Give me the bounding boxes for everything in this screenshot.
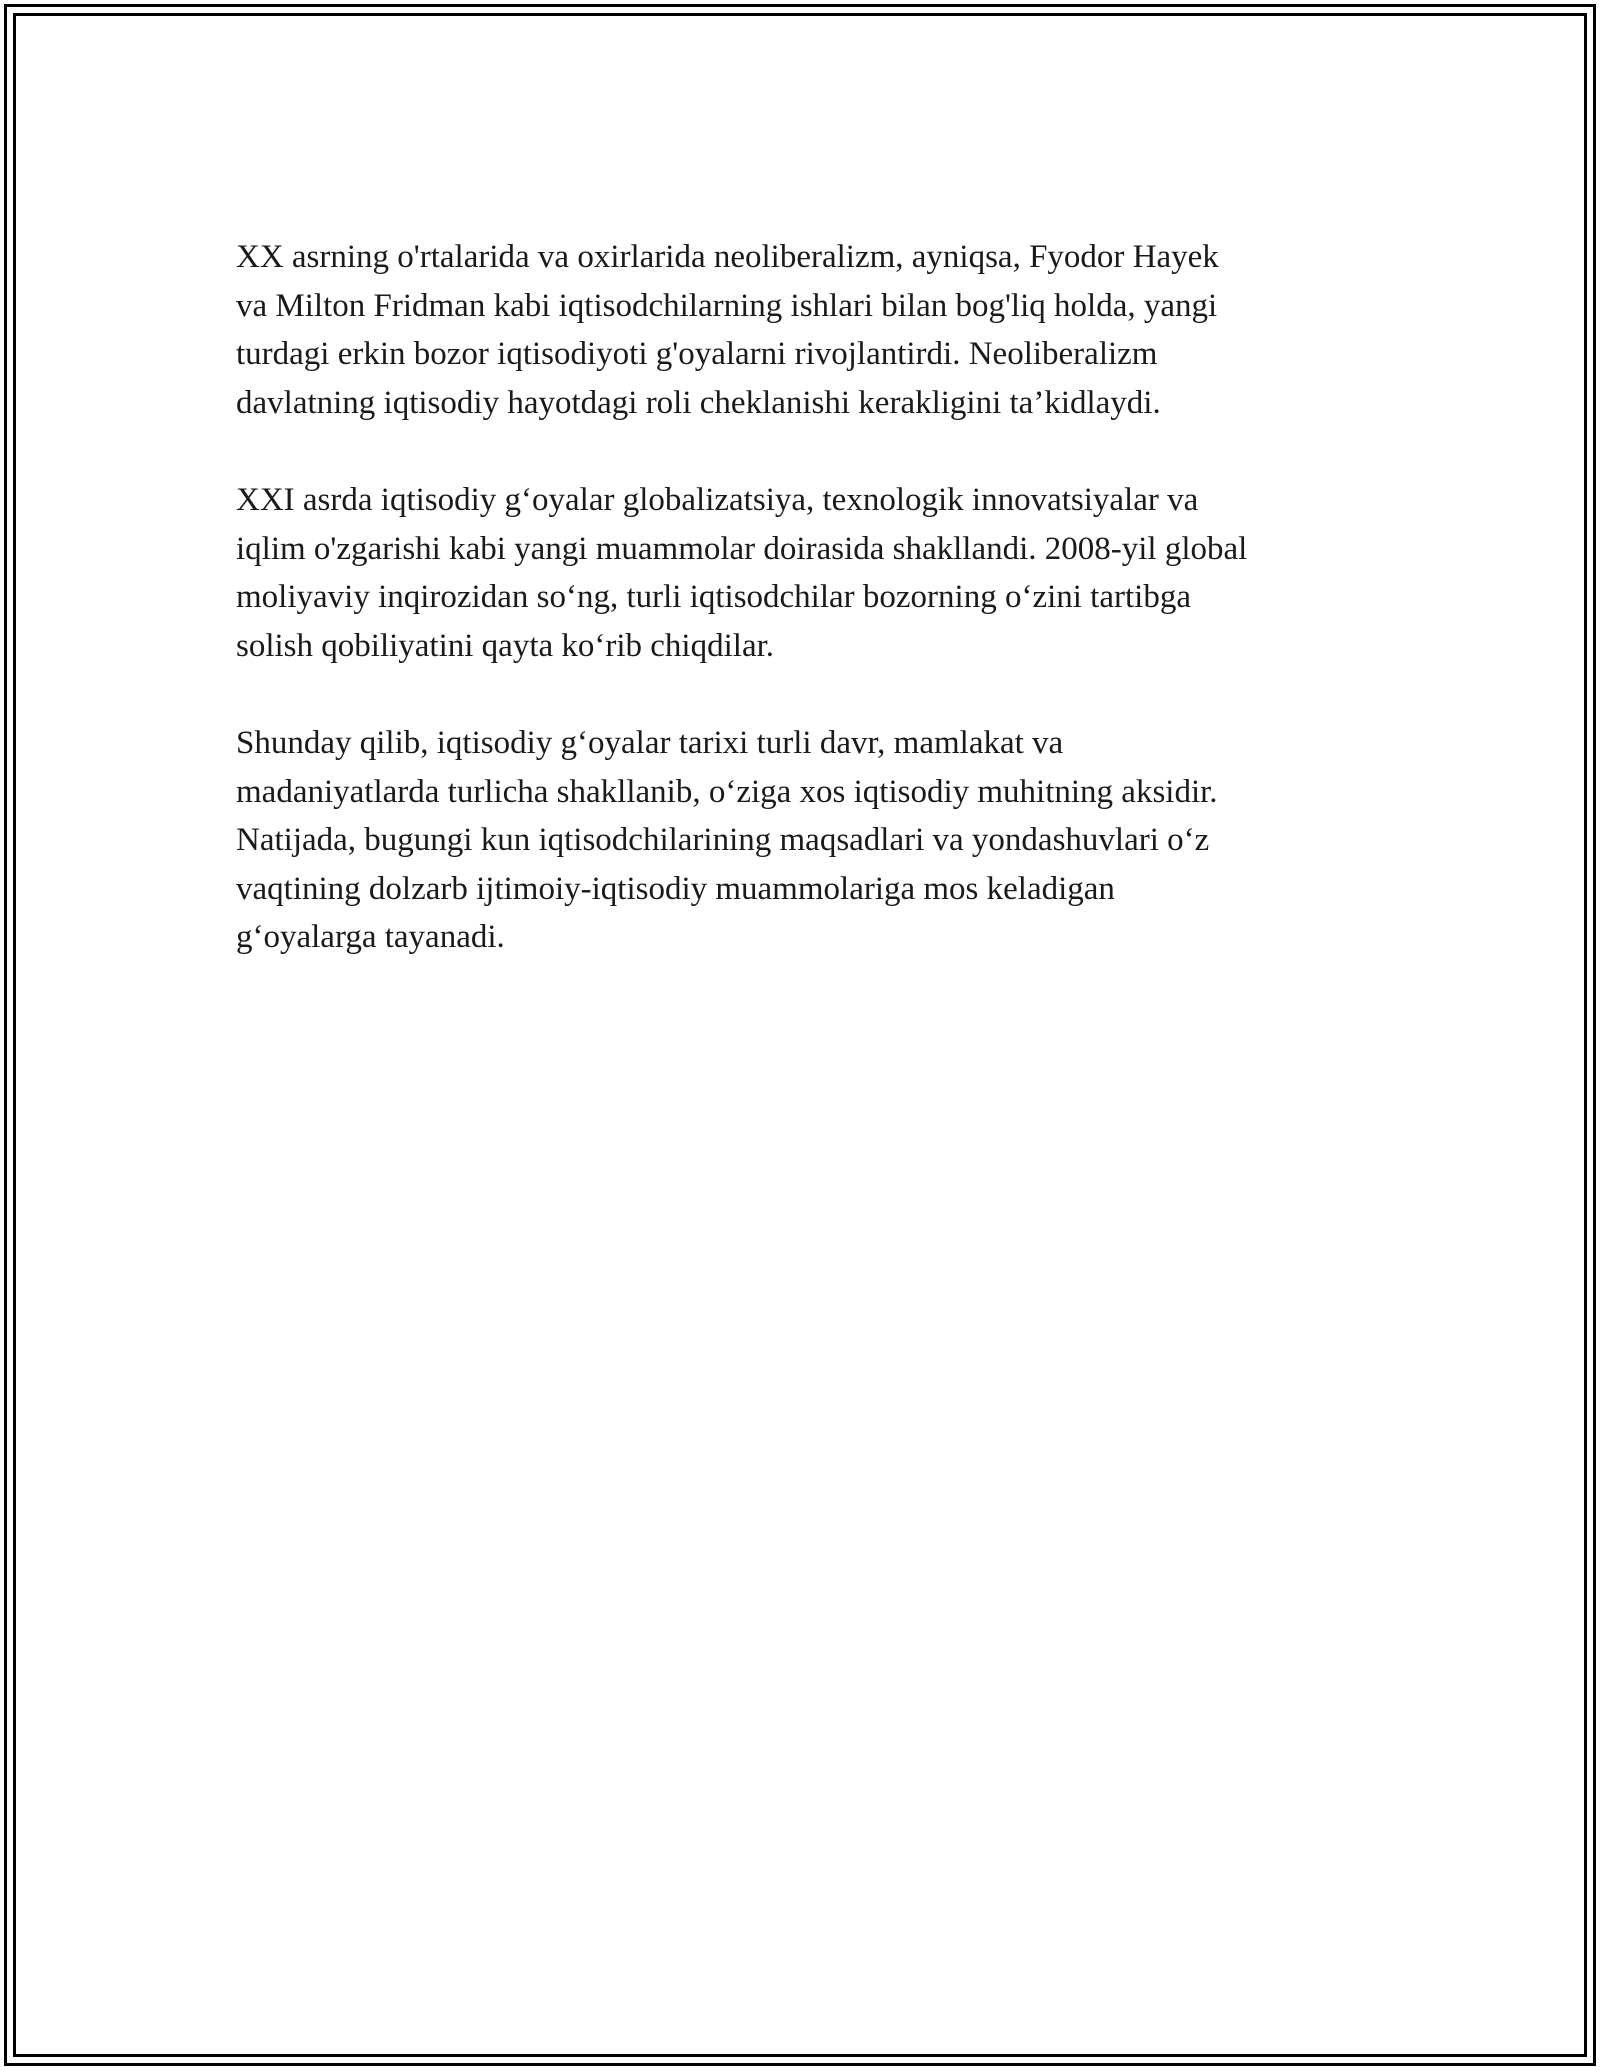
text-line: moliyaviy inqirozidan so‘ng, turli iqtisodchilar bozorning o‘zini tartibga	[236, 579, 1191, 615]
text-line: solish qobiliyatini qayta ko‘rib chiqdilar.	[236, 627, 775, 664]
text-line: va Milton Fridman kabi iqtisodchilarning ishlari bilan bog'liq holda, yangi	[236, 287, 1218, 324]
text-line: vaqtining dolzarb ijtimoiy-iqtisodiy muammolariga mos keladigan	[236, 870, 1115, 907]
text-line: Natijada, bugungi kun iqtisodchilarining maqsadlari va yondashuvlari o‘z	[236, 822, 1210, 858]
text-line: davlatning iqtisodiy hayotdagi roli cheklanishi kerakligini ta’kidlaydi.	[236, 384, 1161, 421]
text-line: Shunday qilib, iqtisodiy g‘oyalar tarixi turli davr, mamlakat va	[236, 725, 1064, 761]
text-line: madaniyatlarda turlicha shakllanib, o‘ziga xos iqtisodiy muhitning aksidir.	[236, 773, 1218, 810]
paragraph-3	[236, 719, 1376, 962]
text-line: iqlim o'zgarishi kabi yangi muammolar doirasida shakllandi. 2008-yil global	[236, 530, 1248, 567]
text-line: g‘oyalarga tayanadi.	[236, 919, 505, 955]
text-line: XXI asrda iqtisodiy g‘oyalar globalizatsiya, texnologik innovatsiyalar va	[236, 482, 1199, 518]
text-line: turdagi erkin bozor iqtisodiyoti g'oyalarni rivojlantirdi. Neoliberalizm	[236, 336, 1158, 372]
paragraph-1	[236, 233, 1376, 427]
paragraph-2	[236, 476, 1376, 670]
document-body	[236, 233, 1376, 1011]
text-line: XX asrning o'rtalarida va oxirlarida neoliberalizm, ayniqsa, Fyodor Hayek	[236, 239, 1219, 275]
